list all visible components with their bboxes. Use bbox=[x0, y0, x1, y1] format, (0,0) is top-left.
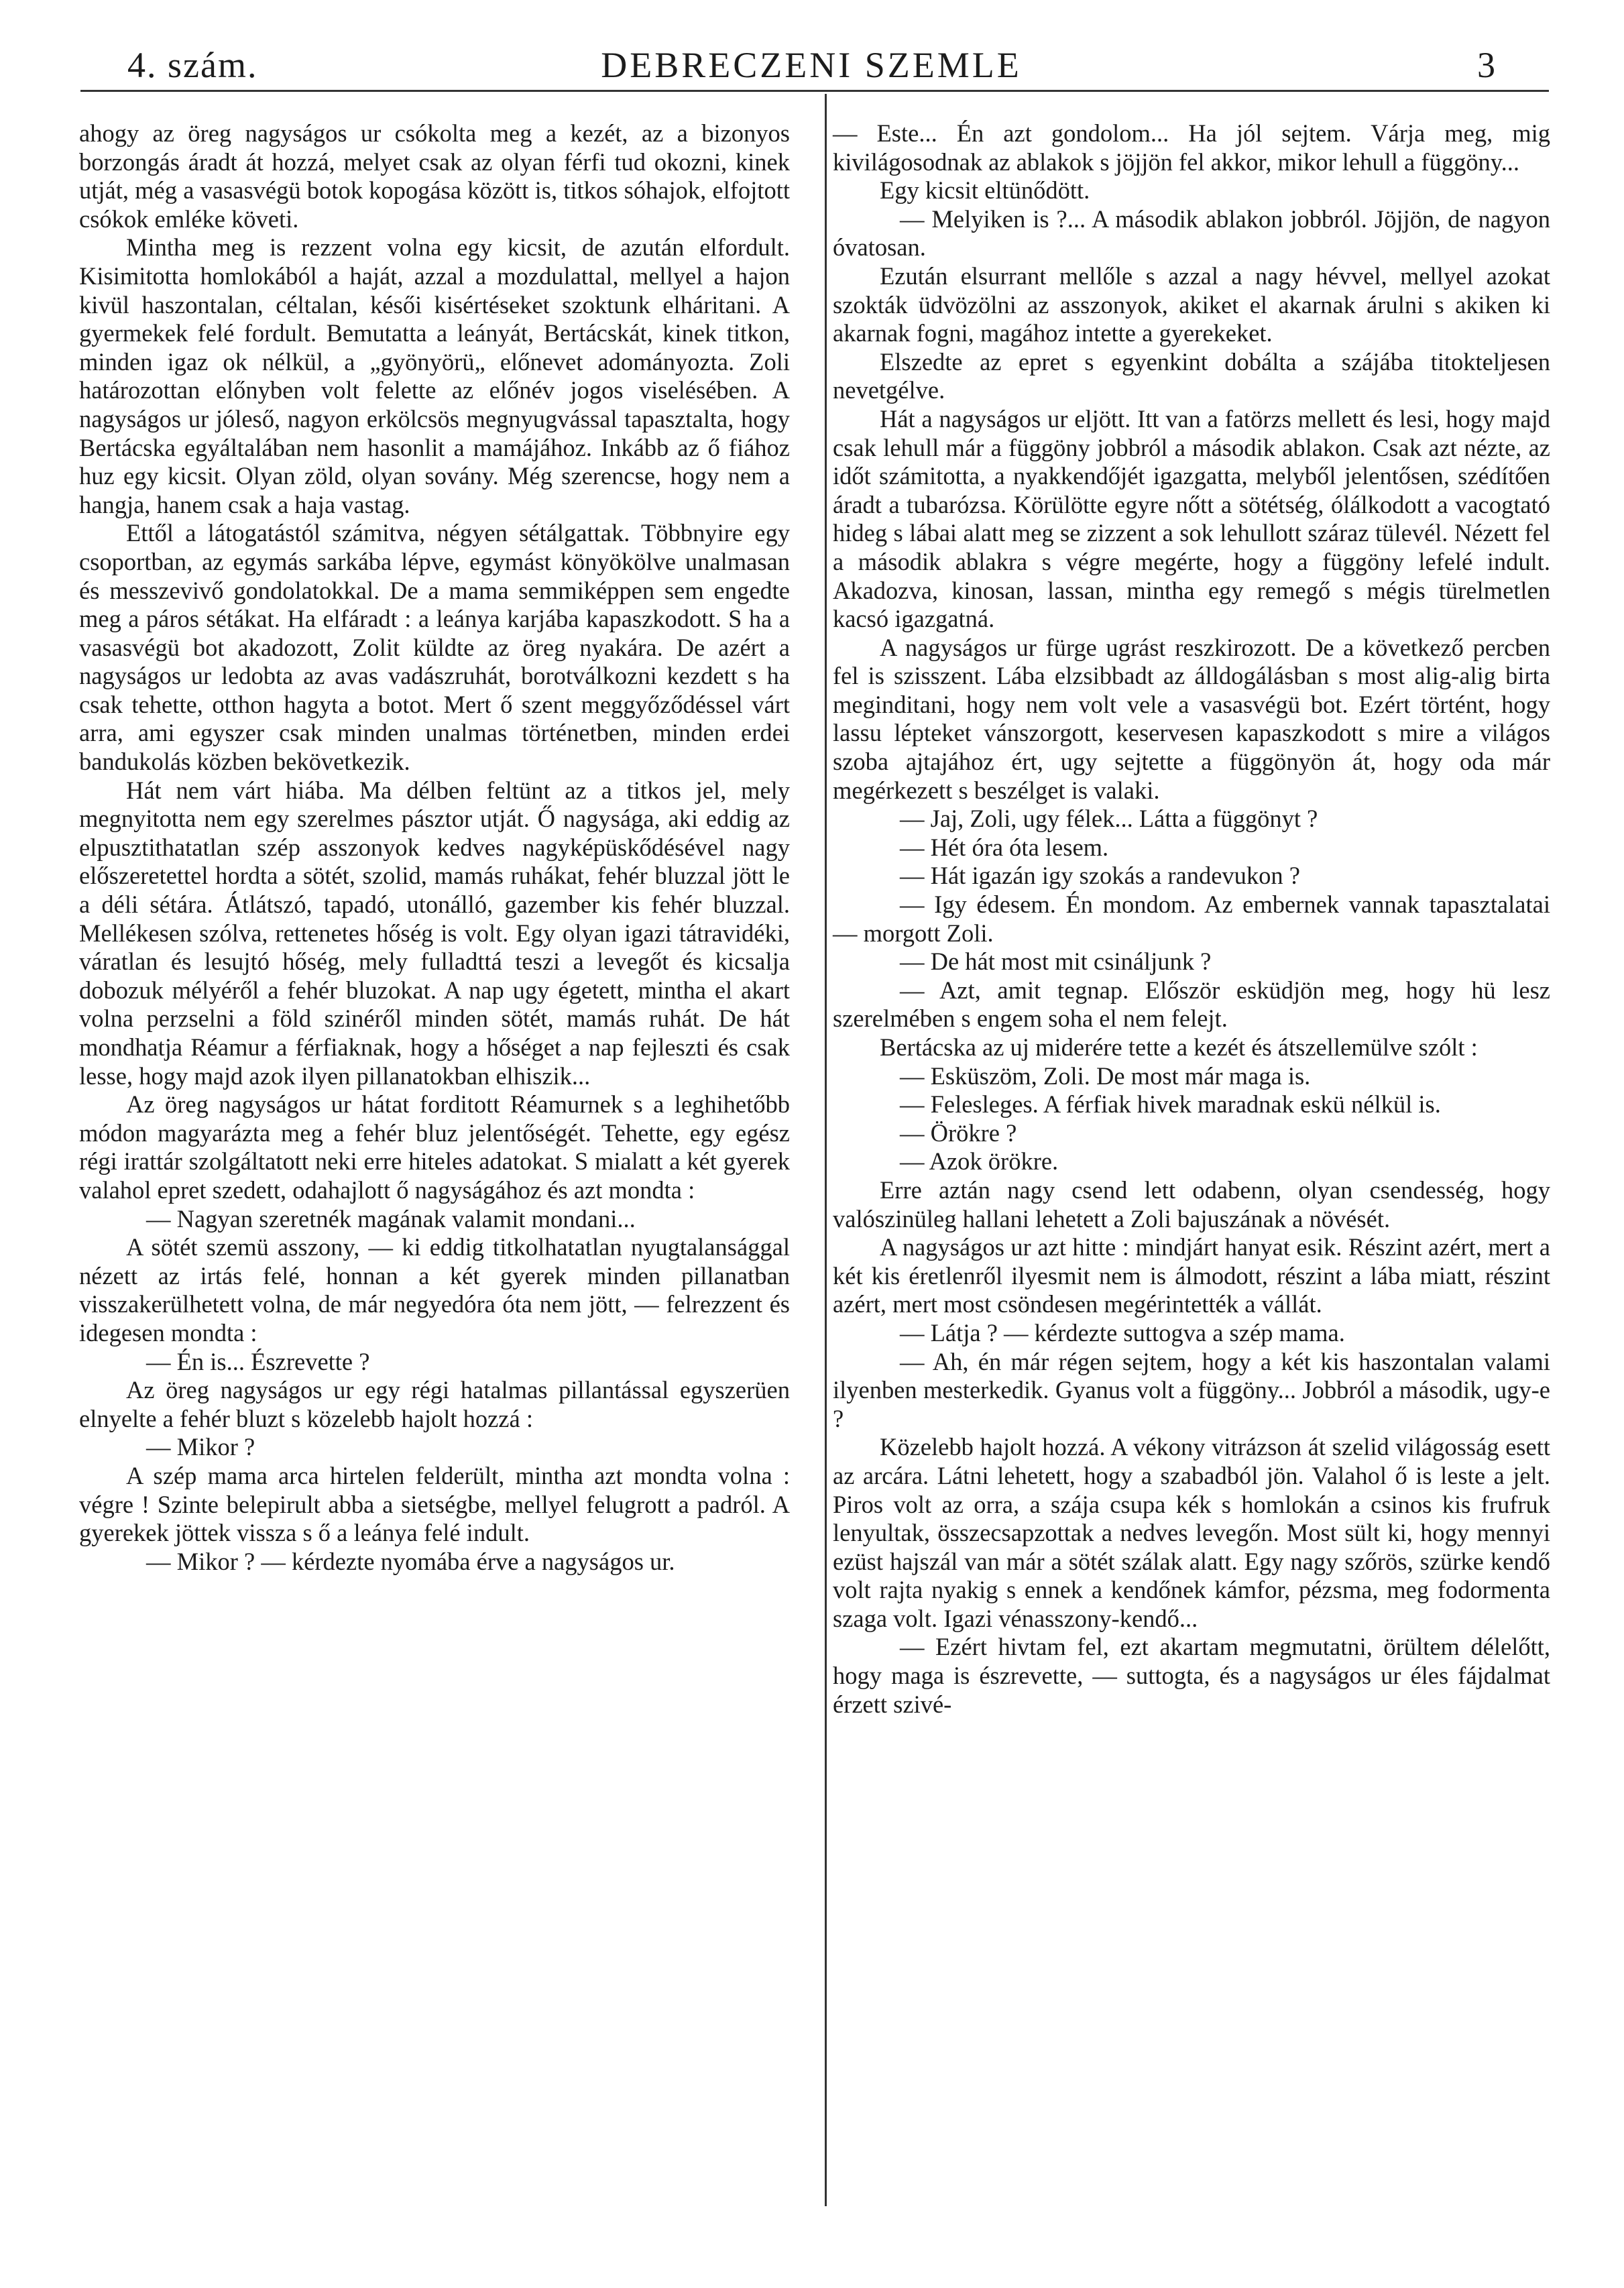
page-header bbox=[114, 32, 1509, 86]
paragraph: A nagyságos ur azt hitte : mindjárt hanyat esik. Részint azért, mert a két kis éretlenről ilyesmit nem is álmodott, részint a lába miatt, részint azért, mert most csöndesen megérintették a vállát. bbox=[833, 1233, 1550, 1318]
paragraph: Mintha meg is rezzent volna egy kicsit, de azután elfordult. Kisimitotta homlokából a haját, azzal a mozdulattal, mellyel a hajon kivül haszontalan, céltalan, késői kisértéseket szoktunk elháritani. A gyermekek felé fordult. Bemutatta a leányát, Bertácskát, kinek titkon, minden igaz ok nélkül, a „gyönyörü„ előnevet adományozta. Zoli határozottan előnyben volt felette az előnév jogos viselésében. A nagyságos ur jóleső, nagyon erkölcsös megnyugvással tapasztalta, hogy Bertácska egyáltalában nem hasonlit a mamájához. Inkább az ő fiához huz egy kicsit. Olyan zöld, olyan sovány. Még szerencse, hogy nem a hangja, hanem csak a haja vastag. bbox=[79, 233, 790, 518]
paragraph: — Azt, amit tegnap. Először esküdjön meg, hogy hü lesz szerelmében s engem soha el nem felejt. bbox=[833, 976, 1550, 1033]
paragraph: Az öreg nagyságos ur hátat forditott Réamurnek s a leghihetőbb módon magyarázta meg a fehér bluz jelentőségét. Tehette, egy egész régi irattár szolgáltatott neki erre hiteles adatokat. S mialatt a két gyerek valahol epret szedett, odahajlott ő nagyságához és azt mondta : bbox=[79, 1090, 790, 1204]
paragraph: — Hát igazán igy szokás a randevukon ? bbox=[900, 862, 1300, 890]
paragraph: — Mikor ? — kérdezte nyomába érve a nagyságos ur. bbox=[146, 1547, 675, 1575]
paragraph: — Ezért hivtam fel, ezt akartam megmutatni, örültem délelőtt, hogy maga is észrevette, — suttogta, és a nagyságos ur éles fájdalmat érzett szivé- bbox=[833, 1633, 1550, 1718]
paragraph: — Látja ? — kérdezte suttogva a szép mama. bbox=[900, 1318, 1345, 1347]
paragraph: Erre aztán nagy csend lett odabenn, olyan csendesség, hogy valószinüleg hallani lehetett a Zoli bajuszának a növését. bbox=[833, 1176, 1550, 1233]
paragraph: A nagyságos ur fürge ugrást reszkirozott. De a következő percben fel is szisszent. Lába elzsibbadt az álldogálásban s most alig-alig birta meginditani, hogy nem volt vele a vasasvégü bot. Ezért történt, hogy lassu lépteket vánszorgott, keservesen kapaszkodott s mire a világos szoba ajtajához ért, ugy sejtette a függönyön át, hogy oda már megérkezett s beszélget is valaki. bbox=[833, 633, 1550, 804]
paragraph: — Azok örökre. bbox=[900, 1147, 1059, 1176]
paragraph: — Jaj, Zoli, ugy félek... Látta a függönyt ? bbox=[900, 805, 1318, 833]
paragraph: — Felesleges. A férfiak hivek maradnak eskü nélkül is. bbox=[900, 1090, 1441, 1119]
left-column bbox=[79, 119, 790, 1576]
paragraph: — Örökre ? bbox=[900, 1119, 1017, 1147]
paragraph: Az öreg nagyságos ur egy régi hatalmas pillantással egyszerüen elnyelte a fehér bluzt s közelebb hajolt hozzá : bbox=[79, 1376, 790, 1432]
paragraph: — Nagyan szeretnék magának valamit mondani... bbox=[146, 1204, 636, 1233]
right-column bbox=[833, 119, 1550, 1719]
paragraph: Ettől a látogatástól számitva, négyen sétálgattak. Többnyire egy csoportban, az egymás sarkába lépve, egymást könyökölve unalmasan és messzevivő gondolatokkal. De a mama semmiképpen sem engedte meg a páros sétákat. Ha elfáradt : a leánya karjába kapaszkodott. S ha a vasasvégü bot akadozott, Zolit küldte az öreg nyakára. De azért a nagyságos ur ledobta az avas vadászruhát, borotválkozni kezdett s ha csak tehette, otthon hagyta a botot. Mert ő szent meggyőződéssel várt arra, ami egyszer csak minden unalmas történetben, minden erdei bandukolás közben bekövetkezik. bbox=[79, 519, 790, 776]
paragraph: — Ah, én már régen sejtem, hogy a két kis haszontalan valami ilyenben mesterkedik. Gyanus volt a függöny... Jobbról a második, ugy-e ? bbox=[833, 1347, 1550, 1432]
paragraph: Közelebb hajolt hozzá. A vékony vitrázson át szelid világosság esett az arcára. Látni lehetett, hogy a szabadból jön. Valahol ő is leste a jelt. Piros volt az orra, a szája csupa kék s homlokán a csinos kis frufruk lenyultak, összecsapzottak a nedves levegőn. Most sült ki, hogy mennyi ezüst hajszál van már a sötét szálak alatt. Egy nagy szőrös, szürke kendő volt rajta nyakig s ennek a kendőnek kámfor, pézsma, meg fodormenta szaga volt. Igazi vénasszony-kendő... bbox=[833, 1433, 1550, 1632]
page-number: 3 bbox=[1477, 45, 1497, 85]
paragraph: ahogy az öreg nagyságos ur csókolta meg a kezét, az a bizonyos borzongás áradt át hozzá, melyet csak az olyan férfi tud okozni, kinek utját, még a vasasvégü botok kopogása között is, titkos sóhajok, elfojtott csókok emléke követi. bbox=[79, 119, 790, 233]
paragraph: Elszedte az epret s egyenkint dobálta a szájába titokteljesen nevetgélve. bbox=[833, 347, 1550, 404]
paragraph: — Hét óra óta lesem. bbox=[900, 833, 1109, 861]
header-rule bbox=[80, 90, 1549, 92]
paragraph: — Este... Én azt gondolom... Ha jól sejtem. Várja meg, mig kivilágosodnak az ablakok s jöjjön fel akkor, mikor lehull a függöny... bbox=[833, 119, 1550, 176]
journal-title: DEBRECZENI SZEMLE bbox=[601, 45, 1022, 85]
paragraph: — Én is... Észrevette ? bbox=[146, 1347, 370, 1375]
paragraph: Ezután elsurrant mellőle s azzal a nagy hévvel, mellyel azokat szokták üdvözölni az asszonyok, akiket el akarnak árulni s akiken ki akarnak fogni, magához intette a gyerekeket. bbox=[833, 262, 1550, 347]
paragraph: — Melyiken is ?... A második ablakon jobbról. Jöjjön, de nagyon óvatosan. bbox=[833, 205, 1550, 262]
paragraph: A sötét szemü asszony, — ki eddig titkolhatatlan nyugtalansággal nézett az irtás felé, honnan a két gyerek minden pillanatban visszakerülhetett volna, de már negyedóra óta nem jött, — felrezzent és idegesen mondta : bbox=[79, 1233, 790, 1347]
column-divider bbox=[825, 94, 827, 2206]
paragraph: Hát a nagyságos ur eljött. Itt van a fatörzs mellett és lesi, hogy majd csak lehull már a függöny jobbról a második ablakon. Csak azt nézte, az időt számitotta, a nyakkendőjét igazgatta, melyből jelentősen, szédítően áradt a tubarózsa. Körülötte egyre nőtt a sötétség, ólálkodott a vacogtató hideg s lábai alatt meg se zizzent a sok lehullott száraz tülevél. Nézett fel a második ablakra s végre megérte, hogy a függöny lefelé indult. Akadozva, kinosan, lassan, mintha egy remegő s mégis türelmetlen kacsó igazgatná. bbox=[833, 404, 1550, 633]
paragraph: — Igy édesem. Én mondom. Az embernek vannak tapasztalatai — morgott Zoli. bbox=[833, 891, 1550, 947]
paragraph: — De hát most mit csináljunk ? bbox=[900, 948, 1212, 976]
paragraph: Hát nem várt hiába. Ma délben feltünt az a titkos jel, mely megnyitotta nem egy szerelmes pásztor utját. Ő nagysága, aki eddig az elpusztithatatlan szép asszonyok kedves nagyképüskődésével nagy előszeretettel hordta a sötét, szolid, mamás ruhákat, fehér bluzzal jött le a déli sétára. Átlátszó, tapadó, utonálló, gazember kis fehér bluzzal. Mellékesen szólva, rettenetes hőség is volt. Egy olyan igazi tátravidéki, váratlan és lesujtó hőség, mely fulladttá teszi a levegőt és kicsalja dobozuk mélyéről a fehér bluzokat. A nap ugy égetett, mintha el akart volna perzselni a föld szinéről minden sötét, mamás ruhát. De hát mondhatja Réamur a férfiaknak, hogy a hőséget a nap fejleszti és csak lesse, hogy majd azok ilyen pillanatokban elhiszik... bbox=[79, 776, 790, 1090]
paragraph: — Esküszöm, Zoli. De most már maga is. bbox=[900, 1062, 1311, 1090]
paragraph: Bertácska az uj miderére tette a kezét és átszellemülve szólt : bbox=[880, 1033, 1478, 1061]
paragraph: — Mikor ? bbox=[146, 1433, 255, 1461]
paragraph: A szép mama arca hirtelen felderült, mintha azt mondta volna : végre ! Szinte belepirult abba a sietségbe, mellyel felugrott a padról. A gyerekek jöttek vissza s ő a leánya felé indult. bbox=[79, 1461, 790, 1547]
issue-number: 4. szám. bbox=[127, 45, 258, 85]
paragraph: Egy kicsit eltünődött. bbox=[880, 176, 1090, 205]
